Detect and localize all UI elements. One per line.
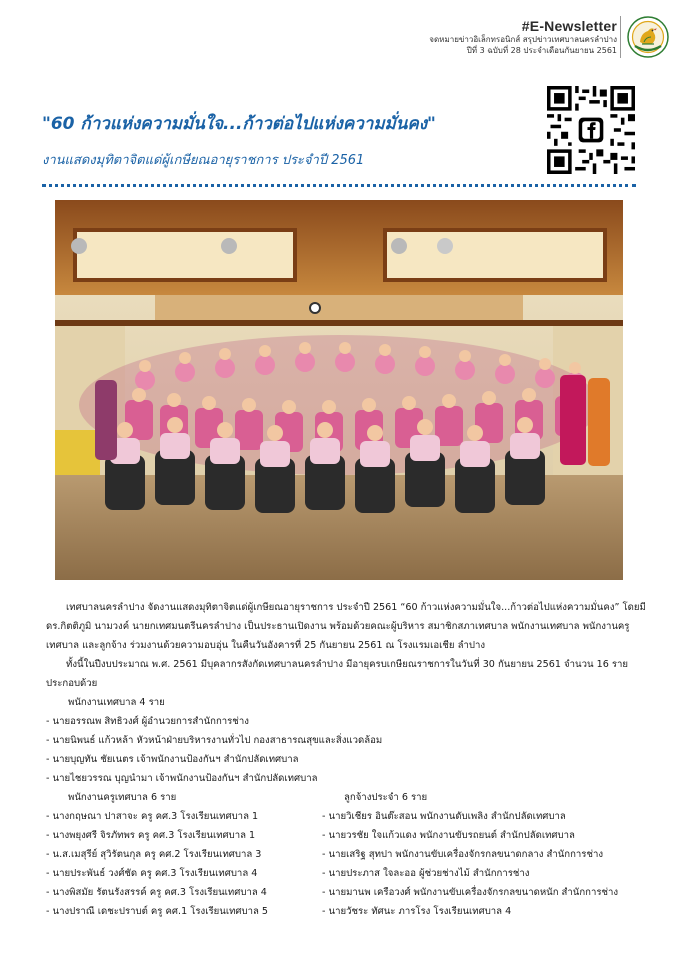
employees-column	[322, 788, 646, 921]
list-item: - นายเสริฐ สุทปา พนักงานขับเครื่องจักรกลขนาดกลาง สำนักการช่าง	[322, 849, 604, 860]
list-item: - นางกฤษณา ปาสาจะ ครู คศ.3 โรงเรียนเทศบาล 1	[46, 811, 259, 822]
list-item: - นางปราณี เดชะปราบต์ ครู คศ.1 โรงเรียนเทศบาล 5	[46, 906, 269, 917]
list-item: - นายประภาส ใจละออ ผู้ช่วยช่างไม้ สำนักการช่าง	[322, 868, 530, 879]
list-item: - นายประพันธ์ วงศ์ชัด ครู คศ.3 โรงเรียนเทศบาล 4	[46, 868, 258, 879]
list-item: - นายวรชัย ใจแก้วแดง พนักงานขับรถยนต์ สำนักปลัดเทศบาล	[322, 830, 575, 841]
header-divider	[620, 16, 621, 58]
teachers-column	[46, 788, 322, 921]
brand-subtitle-line2: ปีที่ 3 ฉบับที่ 28 ประจำเดือนกันยายน 2561	[466, 46, 617, 55]
list-item: - นายบุญทัน ชัยเนตร เจ้าพนักงานป้องกันฯ สำนักปลัดเทศบาล	[46, 754, 299, 765]
article-paragraph-2: ทั้งนี้ในปีงบประมาณ พ.ศ. 2561 มีบุคลากรสังกัดเทศบาลนครลำปาง มีอายุครบเกษียณราชการในวันที่ 30 กันยายน 2561 จำนวน 16 ราย ประกอบด้วย	[46, 659, 629, 689]
group2-heading: พนักงานครูเทศบาล 6 ราย	[68, 792, 177, 803]
headline-title: "60 ก้าวแห่งความมั่นใจ...ก้าวต่อไปแห่งความมั่นคง"	[42, 114, 436, 134]
list-item: - นางพยุงศรี จิรภัทพร ครู คศ.3 โรงเรียนเทศบาล 1	[46, 830, 256, 841]
brand-block	[429, 18, 617, 56]
list-item: - นายนิพนธ์ แก้วหล้า หัวหน้าฝ่ายบริหารงานทั่วไป กองสาธารณสุขและสิ่งแวดล้อม	[46, 735, 383, 746]
title-divider	[42, 184, 636, 187]
group3-list	[322, 807, 646, 921]
list-item: - นายมานพ เครือวงศ์ พนักงานขับเครื่องจักรกลขนาดหนัก สำนักการช่าง	[322, 887, 619, 898]
list-item: - นายอรรณพ สิทธิวงศ์ ผู้อำนวยการสำนักการช่าง	[46, 716, 249, 727]
brand-subtitle-line1: จดหมายข่าวอิเล็กทรอนิกส์ สรุปข่าวเทศบาลนครลำปาง	[429, 35, 617, 44]
two-column-lists	[46, 788, 646, 921]
group1-list	[46, 712, 646, 788]
list-item: - น.ส.เมสุรีย์ สุวิรัตนกุล ครู คศ.2 โรงเรียนเทศบาล 3	[46, 849, 262, 860]
list-item: - นายไชยวรรณ บุญนำมา เจ้าพนักงานป้องกันฯ สำนักปลัดเทศบาล	[46, 773, 318, 784]
group-photo-icon	[55, 200, 623, 580]
article-paragraph-1: เทศบาลนครลำปาง จัดงานแสดงมุทิตาจิตแด่ผู้เกษียณอายุราชการ ประจำปี 2561 “60 ก้าวแห่งความมั่นใจ...ก้าวต่อไปแห่งความมั่นคง” โดยมี ดร.กิตติภูมิ นามวงค์ นายกเทศมนตรีนครลำปาง เป็นประธานเปิดงาน พร้อมด้วยคณะผู้บริหาร สมาชิกสภาเทศบาล พนักงานเทศบาล พนักงานครูเทศบาล และลูกจ้าง ร่วมงานด้วยความอบอุ่น ในคืนวันอังคารที่ 25 กันยายน 2561 ณ โรงแรมเอเชีย ลำปาง	[46, 602, 646, 651]
municipality-logo-icon	[627, 16, 669, 58]
brand-title: #E-Newsletter	[521, 18, 617, 34]
newsletter-header	[0, 14, 679, 64]
group2-list	[46, 807, 322, 921]
list-item: - นางพิสมัย รัตนรังสรรค์ ครู คศ.3 โรงเรียนเทศบาล 4	[46, 887, 267, 898]
group3-heading: ลูกจ้างประจำ 6 ราย	[344, 792, 428, 803]
group1-heading: พนักงานเทศบาล 4 ราย	[68, 697, 165, 708]
headline-subtitle: งานแสดงมุทิตาจิตแด่ผู้เกษียณอายุราชการ ประจำปี 2561	[42, 153, 365, 168]
headline-block	[42, 110, 522, 170]
qr-code-icon[interactable]	[547, 86, 635, 174]
list-item: - นายวัชระ ทัศนะ ภารโรง โรงเรียนเทศบาล 4	[322, 906, 512, 917]
article-body	[46, 598, 646, 921]
list-item: - นายวิเชียร อินต๊ะสอน พนักงานดับเพลิง สำนักปลัดเทศบาล	[322, 811, 566, 822]
